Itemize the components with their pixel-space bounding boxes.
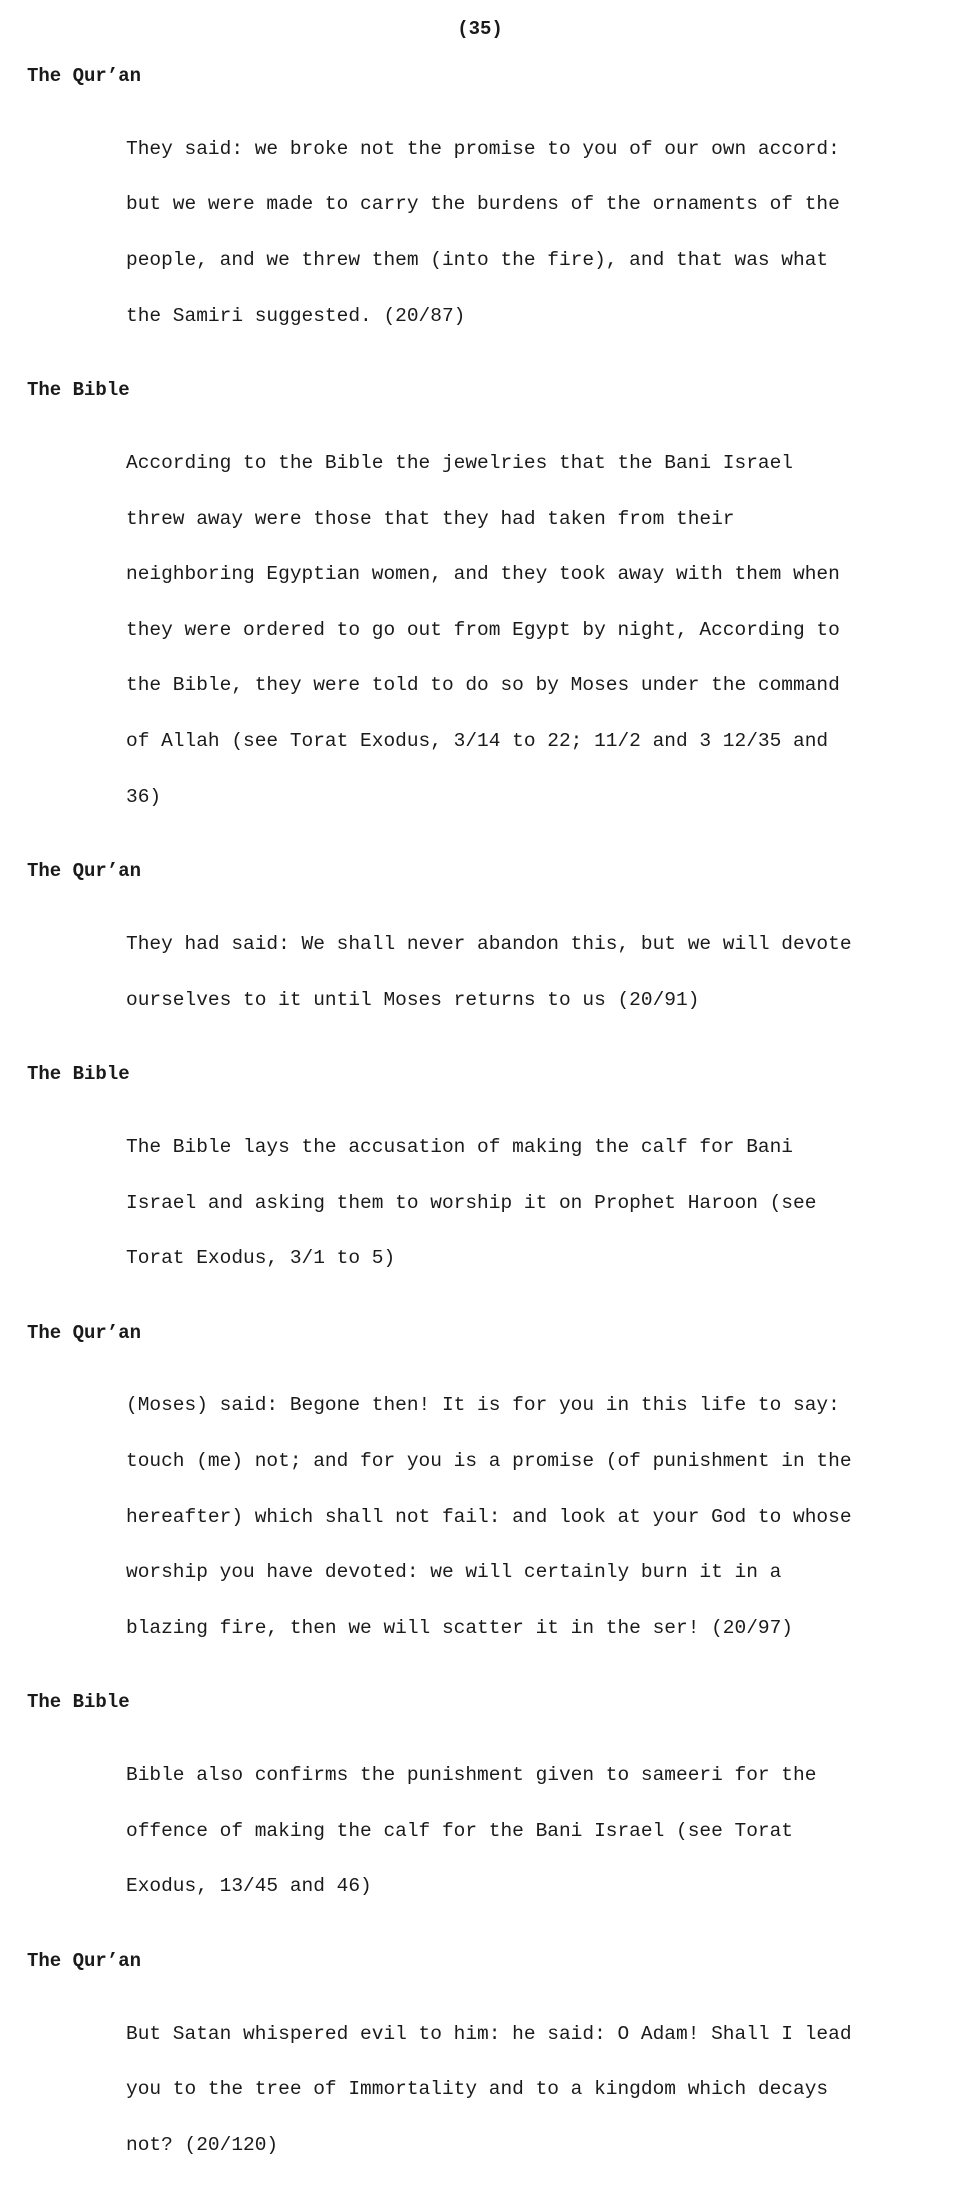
text-line: people, and we threw them (into the fire), and that was what: [126, 248, 829, 271]
text-line: you to the tree of Immortality and to a kingdom which decays: [126, 2078, 829, 2101]
section-heading: The Bible: [27, 379, 130, 402]
section-heading: The Bible: [27, 1063, 130, 1086]
section-heading: The Bible: [27, 1691, 130, 1714]
text-line: the Bible, they were told to do so by Moses under the command: [126, 674, 840, 697]
text-line: Torat Exodus, 3/1 to 5): [126, 1247, 396, 1270]
text-line: ourselves to it until Moses returns to us (20/91): [126, 988, 700, 1011]
section-heading: The Qur’an: [27, 1321, 142, 1344]
text-line: According to the Bible the jewelries that the Bani Israel: [126, 451, 794, 474]
text-line: threw away were those that they had taken from their: [126, 507, 735, 530]
quote-passage: [126, 422, 932, 839]
text-line: They had said: We shall never abandon this, but we will devote: [126, 932, 852, 955]
text-line: 36): [126, 785, 162, 808]
text-line: offence of making the calf for the Bani Israel (see Torat: [126, 1819, 794, 1842]
text-line: but we were made to carry the burdens of the ornaments of the: [126, 193, 840, 216]
section-heading: The Qur’an: [27, 1950, 142, 1973]
text-line: neighboring Egyptian women, and they took away with them when: [126, 563, 840, 586]
text-line: hereafter) which shall not fail: and look at your God to whose: [126, 1505, 852, 1528]
text-line: Exodus, 13/45 and 46): [126, 1875, 372, 1898]
text-line: touch (me) not; and for you is a promise (of punishment in the: [126, 1450, 852, 1473]
page-number: (35): [457, 18, 503, 40]
quote-passage: [126, 1365, 932, 1671]
text-line: they were ordered to go out from Egypt by night, According to: [126, 618, 840, 641]
document-body: [27, 62, 932, 2206]
text-line: worship you have devoted: we will certainly burn it in a: [126, 1561, 782, 1584]
section-heading: The Qur’an: [27, 860, 142, 883]
quote-passage: [126, 108, 932, 358]
quote-passage: [126, 1993, 932, 2188]
text-line: The Bible lays the accusation of making the calf for Bani: [126, 1135, 794, 1158]
text-line: They said: we broke not the promise to you of our own accord:: [126, 137, 840, 160]
text-line: of Allah (see Torat Exodus, 3/14 to 22; 11/2 and 3 12/35 and: [126, 729, 829, 752]
section-heading: The Qur’an: [27, 65, 142, 87]
text-line: blazing fire, then we will scatter it in the ser! (20/97): [126, 1616, 794, 1639]
text-line: the Samiri suggested. (20/87): [126, 304, 466, 327]
text-line: Bible also confirms the punishment given to sameeri for the: [126, 1764, 817, 1787]
quote-passage: [126, 1106, 932, 1301]
quote-passage: [126, 903, 932, 1042]
text-line: Israel and asking them to worship it on Prophet Haroon (see: [126, 1191, 817, 1214]
quote-passage: [126, 1734, 932, 1929]
text-line: But Satan whispered evil to him: he said: O Adam! Shall I lead: [126, 2022, 852, 2045]
text-line: not? (20/120): [126, 2134, 279, 2157]
text-line: (Moses) said: Begone then! It is for you in this life to say:: [126, 1394, 840, 1417]
